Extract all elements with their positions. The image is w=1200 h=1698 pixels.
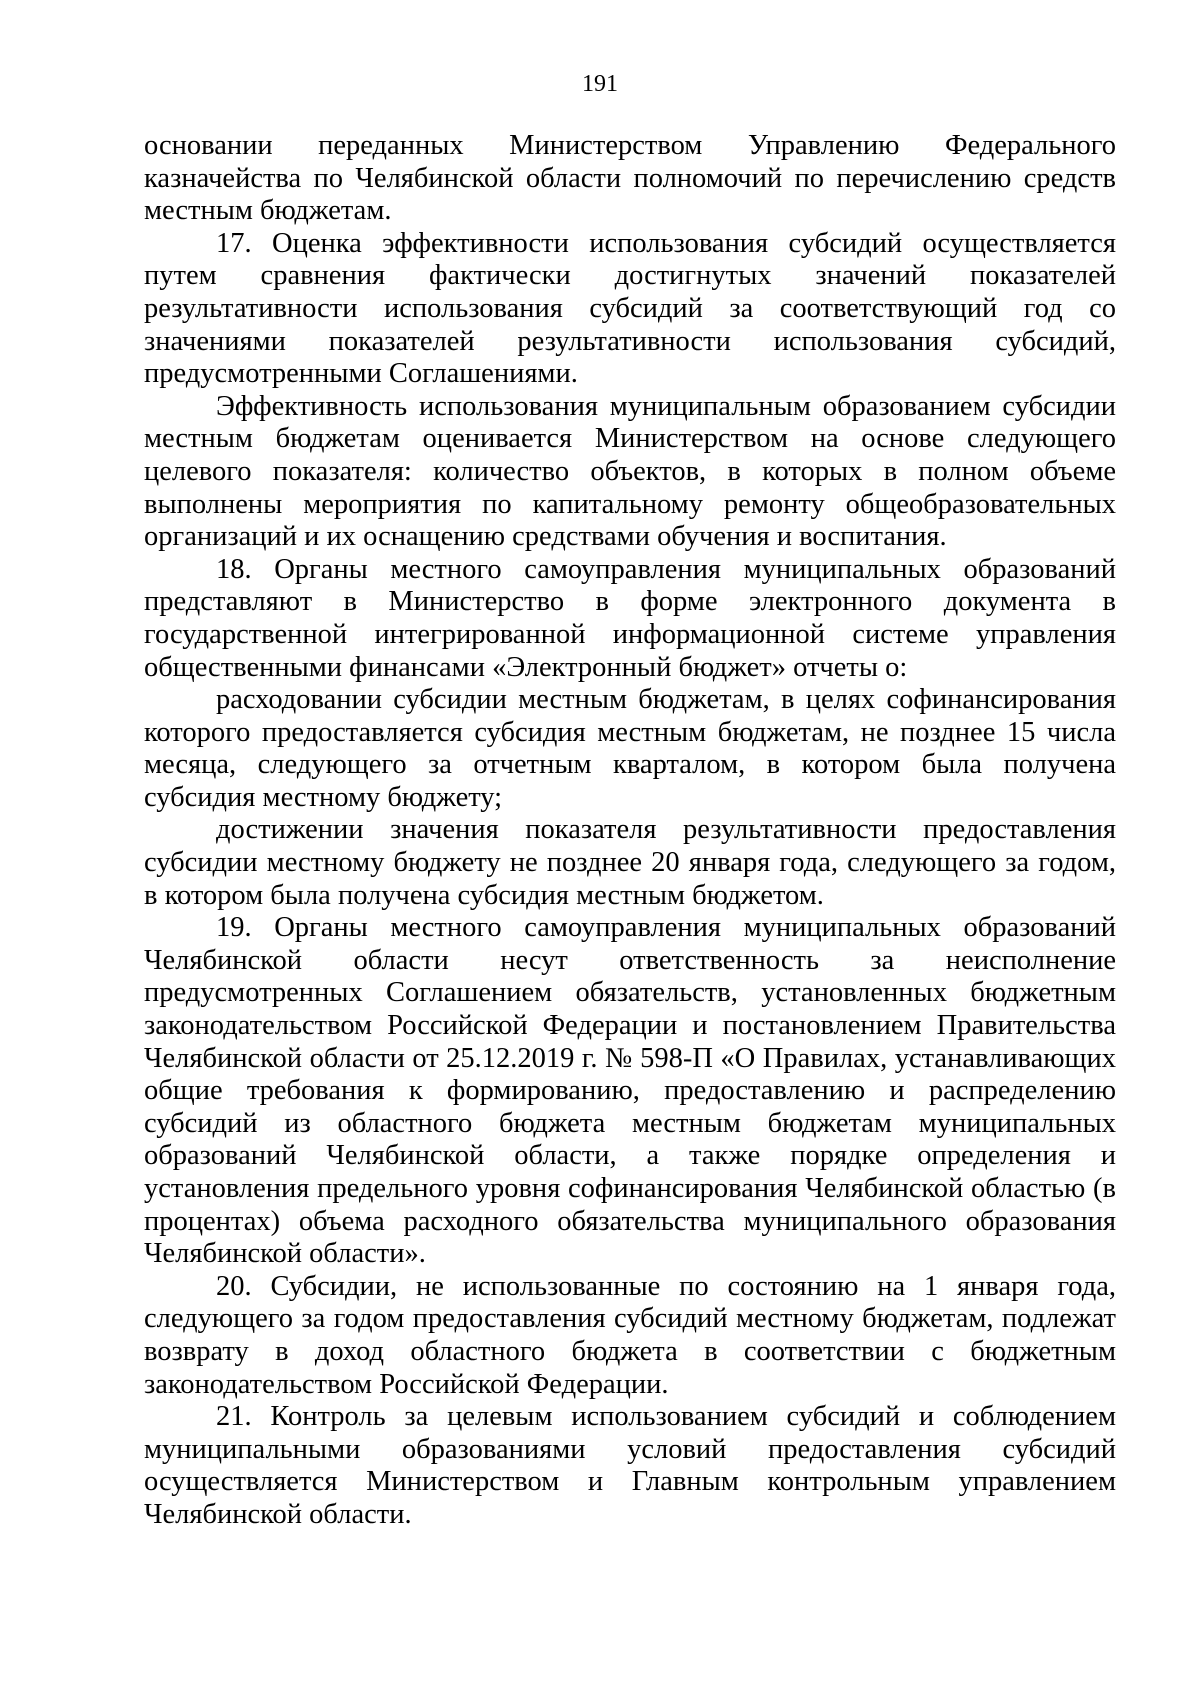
paragraph-18: 18. Органы местного самоуправления муниципальных образований представляют в Министерство в форме электронного документа в государственной интегрированной информационной системе управления общественными финансами «Электронный бюджет» отчеты о: [144, 553, 1116, 683]
document-body [144, 130, 1116, 1532]
paragraph-18-item-expenditure: расходовании субсидии местным бюджетам, в целях софинансирования которого предоставляется субсидия местным бюджетам, не позднее 15 числа месяца, следующего за отчетным кварталом, в котором была получена субсидия местному бюджету; [144, 684, 1116, 813]
paragraph-17: 17. Оценка эффективности использования субсидий осуществляется путем сравнения фактически достигнутых значений показателей результативности использования субсидий за соответствующий год со значениями показателей результативности использования субсидий, предусмотренными Соглашениями. [144, 227, 1116, 390]
page-number: 191 [582, 71, 618, 97]
paragraph-21: 21. Контроль за целевым использованием субсидий и соблюдением муниципальными образованиями условий предоставления субсидий осуществляется Министерством и Главным контрольным управлением Челябинской области. [144, 1401, 1116, 1530]
paragraph-18-item-achievement: достижении значения показателя результативности предоставления субсидии местному бюджету не позднее 20 января года, следующего за годом, в котором была получена субсидия местным бюджетом. [144, 814, 1116, 911]
paragraph-efficiency: Эффективность использования муниципальным образованием субсидии местным бюджетам оценивается Министерством на основе следующего целевого показателя: количество объектов, в которых в полном объеме выполнены мероприятия по капитальному ремонту общеобразовательных организаций и их оснащению средствами обучения и воспитания. [144, 390, 1116, 553]
paragraph-continuation: основании переданных Министерством Управлению Федерального казначейства по Челябинской области полномочий по перечислению средств местным бюджетам. [144, 130, 1116, 227]
paragraph-20: 20. Субсидии, не использованные по состоянию на 1 января года, следующего за годом предоставления субсидий местному бюджетам, подлежат возврату в доход областного бюджета в соответствии с бюджетным законодательством Российской Федерации. [144, 1270, 1116, 1400]
paragraph-19: 19. Органы местного самоуправления муниципальных образований Челябинской области несут ответственность за неисполнение предусмотренных Соглашением обязательств, установленных бюджетным законодательством Российской Федерации и постановлением Правительства Челябинской области от 25.12.2019 г. № 598-П «О Правилах, устанавливающих общие требования к формированию, предоставлению и распределению субсидий из областного бюджета местным бюджетам муниципальных образований Челябинской области, а также порядке определения и установления предельного уровня софинансирования Челябинской областью (в процентах) объема расходного обязательства муниципального образования Челябинской области». [144, 912, 1116, 1270]
